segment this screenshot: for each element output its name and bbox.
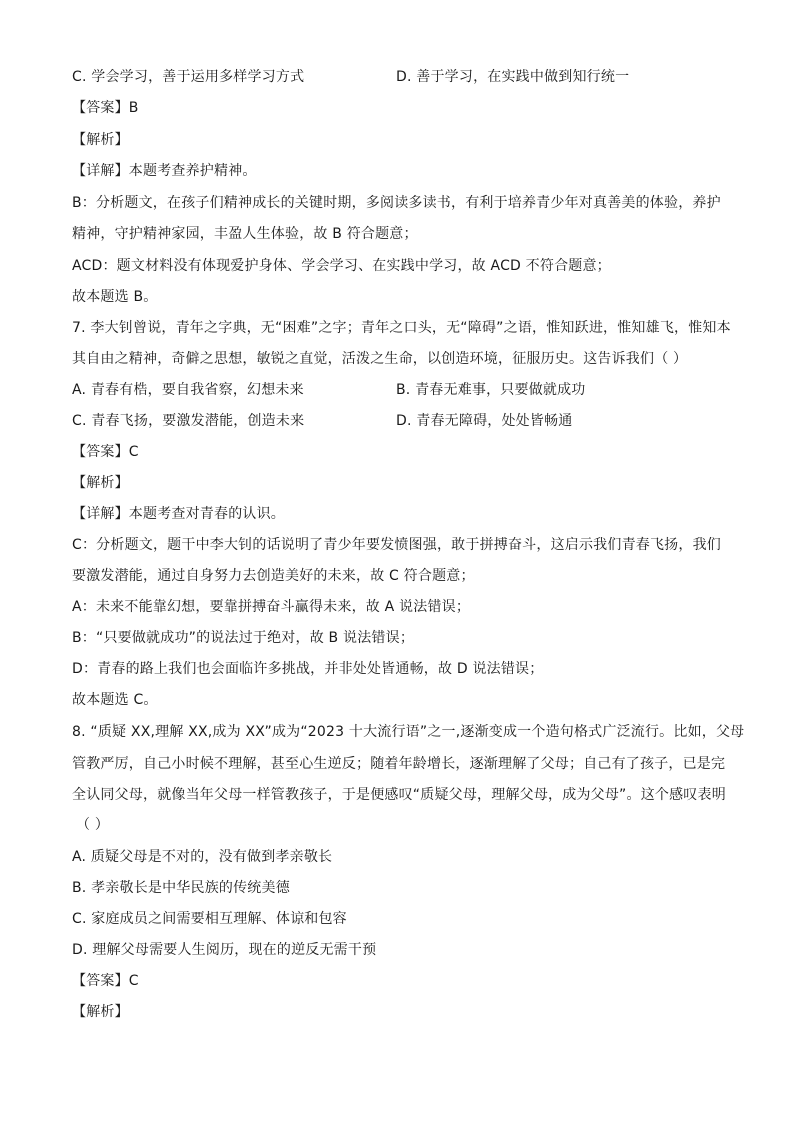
q8-stem-line1: 8. “质疑 XX,理解 XX,成为 XX”成为“2023 十大流行语”之一,逐渐变成一个造句格式广泛流行。比如，父母 bbox=[72, 724, 745, 740]
q7-conclusion: 故本题选 C。 bbox=[72, 692, 158, 708]
q6-explanation-b-line2: 精神，守护精神家园，丰盈人生体验，故 B 符合题意； bbox=[72, 226, 418, 242]
q6-option-c: C. 学会学习，善于运用多样学习方式 bbox=[72, 69, 305, 85]
q7-stem-line2: 其自由之精神，奇僻之思想，敏锐之直觉，活泼之生命，以创造环境，征服历史。这告诉我们（ ） bbox=[72, 351, 688, 367]
q8-stem-line3: 全认同父母，就像当年父母一样管教孩子，于是便感叹“质疑父母，理解父母，成为父母”。这个感叹表明 bbox=[72, 787, 726, 803]
q6-answer: 【答案】B bbox=[72, 100, 139, 116]
q8-option-a: A. 质疑父母是不对的，没有做到孝亲敬长 bbox=[72, 849, 333, 865]
q7-detail: 【详解】本题考查对青春的认识。 bbox=[72, 506, 285, 522]
q6-option-d: D. 善于学习，在实践中做到知行统一 bbox=[396, 69, 630, 85]
q7-explanation-c-line2: 要激发潜能，通过自身努力去创造美好的未来，故 C 符合题意； bbox=[72, 568, 475, 584]
q7-option-c: C. 青春飞扬，要激发潜能，创造未来 bbox=[72, 413, 305, 429]
q8-option-c: C. 家庭成员之间需要相互理解、体谅和包容 bbox=[72, 911, 347, 927]
q8-answer: 【答案】C bbox=[72, 973, 139, 989]
q7-option-a: A. 青春有梏，要自我省察，幻想未来 bbox=[72, 382, 304, 398]
q6-conclusion: 故本题选 B。 bbox=[72, 289, 158, 305]
q7-analysis-heading: 【解析】 bbox=[72, 475, 129, 491]
q7-explanation-d: D：青春的路上我们也会面临许多挑战，并非处处皆通畅，故 D 说法错误； bbox=[72, 661, 544, 677]
q7-stem-line1: 7. 李大钊曾说，青年之字典，无“困难”之字；青年之口头，无“障碍”之语，惟知跃进，惟知雄飞，惟知本 bbox=[72, 320, 731, 336]
q7-explanation-a: A：未来不能靠幻想，要靠拼搏奋斗赢得未来，故 A 说法错误； bbox=[72, 599, 471, 615]
q7-option-d: D. 青春无障碍，处处皆畅通 bbox=[396, 413, 573, 429]
q8-analysis-heading: 【解析】 bbox=[72, 1004, 129, 1020]
q6-analysis-heading: 【解析】 bbox=[72, 132, 129, 148]
q8-option-d: D. 理解父母需要人生阅历，现在的逆反无需干预 bbox=[72, 942, 377, 958]
q8-stem-line2: 管教严厉，自己小时候不理解，甚至心生逆反；随着年龄增长，逐渐理解了父母；自己有了孩子，已是完 bbox=[72, 756, 726, 772]
q7-answer: 【答案】C bbox=[72, 444, 139, 460]
q6-detail: 【详解】本题考查养护精神。 bbox=[72, 163, 257, 179]
q6-explanation-b-line1: B：分析题文，在孩子们精神成长的关键时期，多阅读多读书，有利于培养青少年对真善美的体验，养护 bbox=[72, 195, 721, 211]
q8-option-b: B. 孝亲敬长是中华民族的传统美德 bbox=[72, 880, 290, 896]
q6-explanation-acd: ACD：题文材料没有体现爱护身体、学会学习、在实践中学习，故 ACD 不符合题意； bbox=[72, 258, 611, 274]
q7-option-b: B. 青春无难事，只要做就成功 bbox=[396, 382, 586, 398]
q7-explanation-b: B：“只要做就成功”的说法过于绝对，故 B 说法错误； bbox=[72, 630, 415, 646]
q7-explanation-c-line1: C：分析题文，题干中李大钊的话说明了青少年要发愤图强，敢于拼搏奋斗，这启示我们青春飞扬，我们 bbox=[72, 537, 721, 553]
q8-stem-line4: （ ） bbox=[76, 817, 110, 833]
